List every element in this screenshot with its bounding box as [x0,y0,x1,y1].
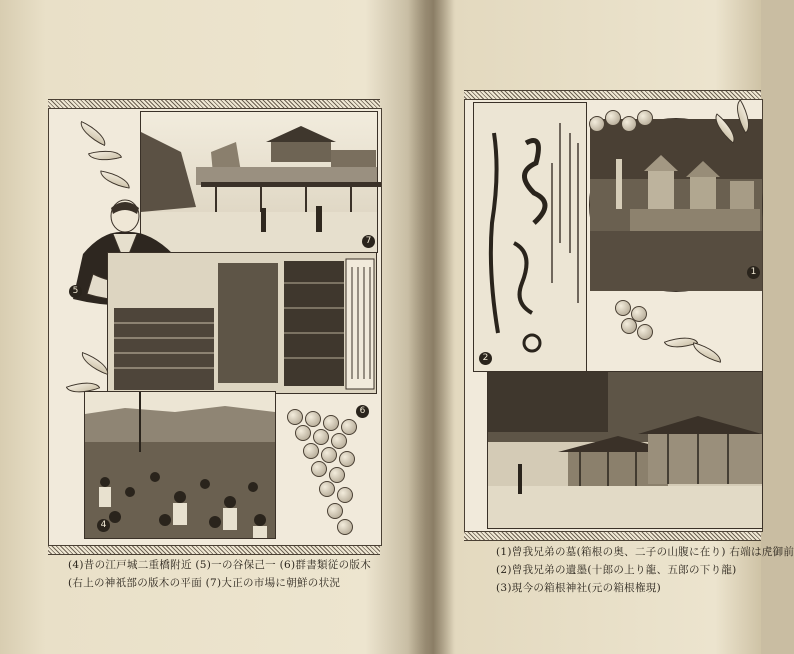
grape-cluster-ornament [589,102,689,142]
right-page [446,0,794,654]
leaf-ornament [88,145,122,166]
photo-hakone-shrine [487,371,763,529]
figure-number-1: 1 [747,266,760,279]
grape-cluster-ornament [277,409,367,539]
photo-soga-brothers-graves [589,118,763,292]
photo-soga-brothers-calligraphy [473,102,587,372]
right-photo-plate [464,99,763,532]
leaf-ornament [76,121,110,146]
photo-gunsho-ruiju-woodblocks [107,252,377,394]
grape-cluster-ornament [615,300,675,360]
photo-market-scene [84,391,276,539]
leaf-ornament [98,170,132,188]
figure-number-4: 7 [362,235,375,248]
left-caption-line-1: (4)昔の江戸城二重橋附近 (5)一の谷保己一 (6)群書類従の版木 [68,559,371,571]
right-caption-line-3: (3)現今の箱根神社(元の箱根権現) [496,582,661,594]
figure-number-7: 4 [97,519,110,532]
figure-number-6: 6 [356,405,369,418]
left-photo-plate [48,108,382,546]
left-caption-line-2: (右上の神祇部の版木の平面 (7)大正の市場に朝鮮の状況 [68,577,341,589]
figure-number-2: 2 [479,352,492,365]
leaf-ornament [690,342,724,363]
right-caption-line-2: (2)曾我兄弟の遺墨(十郎の上り龍、五郎の下り龍) [496,564,737,576]
right-caption-line-1: (1)曾我兄弟の墓(箱根の奥、二子の山腹に在り) 右端は虎御前 [496,546,794,558]
figure-number-5: 5 [69,285,82,298]
